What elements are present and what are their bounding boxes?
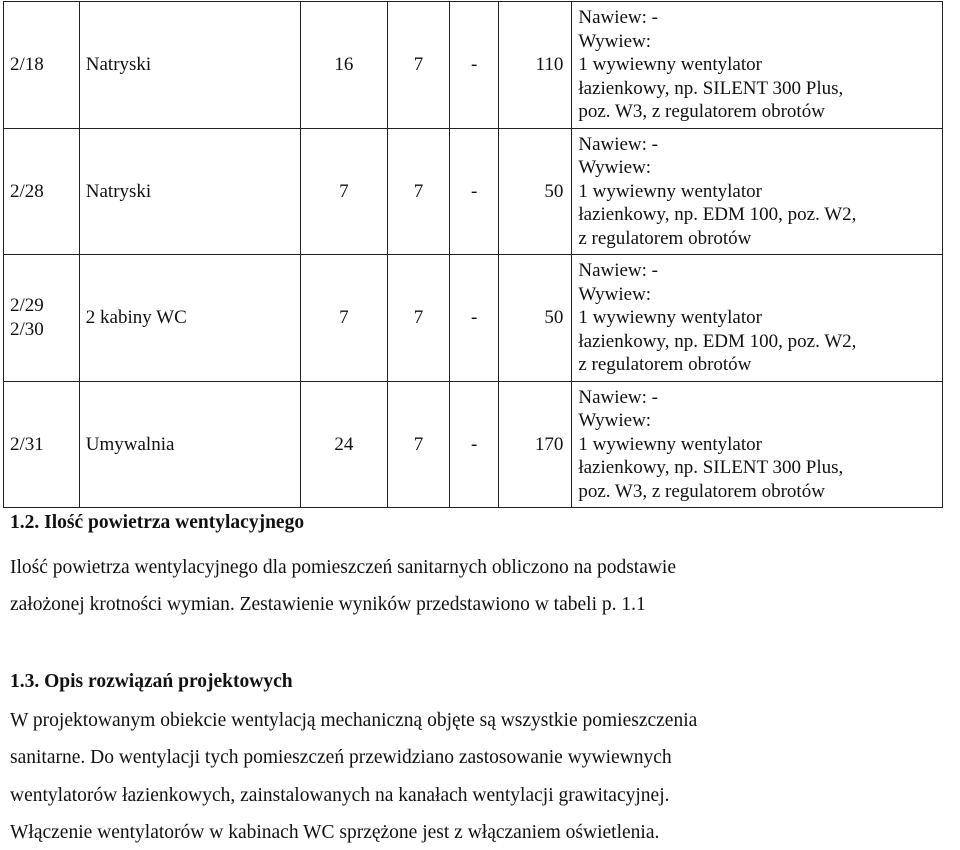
supply-value: - <box>450 128 499 255</box>
description-line: Nawiew: - <box>578 133 659 155</box>
description-line: z regulatorem obrotów <box>578 227 752 249</box>
ventilation-table <box>3 1 943 508</box>
description-line: poz. W3, z regulatorem obrotów <box>578 101 825 122</box>
supply-value: - <box>450 381 499 508</box>
room-name: Natryski <box>79 128 300 255</box>
description-line: poz. W3, z regulatorem obrotów <box>578 480 825 502</box>
table-row <box>4 2 943 129</box>
room-value-a: 16 <box>301 2 387 129</box>
paragraph-line: sanitarne. Do wentylacji tych pomieszczeń przewidziano zastosowanie wywiewnych <box>10 747 672 768</box>
section-heading-design-solutions: 1.3. Opis rozwiązań projektowych <box>10 671 293 692</box>
description-line: łazienkowy, np. EDM 100, poz. W2, <box>578 204 857 225</box>
description-line: 1 wywiewny wentylator <box>578 433 762 455</box>
description-line: 1 wywiewny wentylator <box>578 180 762 202</box>
room-value-b: 7 <box>387 255 450 382</box>
paragraph-line: założonej krotności wymian. Zestawienie wyników przedstawiono w tabeli p. 1.1 <box>10 594 646 615</box>
description-line: łazienkowy, np. EDM 100, poz. W2, <box>578 330 857 352</box>
description-line: łazienkowy, np. SILENT 300 Plus, <box>578 77 844 99</box>
room-number <box>4 255 80 382</box>
paragraph-line: W projektowanym obiekcie wentylacją mechaniczną objęte są wszystkie pomieszczenia <box>10 710 698 731</box>
section-heading-air-quantity: 1.2. Ilość powietrza wentylacyjnego <box>10 512 305 533</box>
room-name: Umywalnia <box>79 381 300 508</box>
room-value-b: 7 <box>387 128 450 255</box>
table-row <box>4 381 943 508</box>
paragraph-line: Ilość powietrza wentylacyjnego dla pomieszczeń sanitarnych obliczono na podstawie <box>10 557 677 578</box>
equipment-description <box>572 381 943 508</box>
room-name: Natryski <box>79 2 300 129</box>
room-name: 2 kabiny WC <box>79 255 300 382</box>
equipment-description <box>572 2 943 129</box>
room-value-a: 7 <box>301 255 387 382</box>
table-row <box>4 128 943 255</box>
paragraph-line: Włączenie wentylatorów w kabinach WC sprzężone jest z włączaniem oświetlenia. <box>10 822 660 843</box>
supply-value: - <box>450 255 499 382</box>
room-number: 2/18 <box>4 2 80 129</box>
description-line: Nawiew: - <box>578 386 659 408</box>
description-line: Wywiew: <box>578 283 652 305</box>
exhaust-flow: 50 <box>498 255 571 382</box>
description-line: Wywiew: <box>578 30 652 52</box>
equipment-description <box>572 128 943 255</box>
description-line: Wywiew: <box>578 157 652 178</box>
description-line: Wywiew: <box>578 410 652 431</box>
table-row <box>4 255 943 382</box>
description-line: 1 wywiewny wentylator <box>578 54 762 75</box>
description-line: Nawiew: - <box>578 260 659 281</box>
room-value-b: 7 <box>387 2 450 129</box>
description-line: łazienkowy, np. SILENT 300 Plus, <box>578 457 844 478</box>
exhaust-flow: 170 <box>498 381 571 508</box>
description-line: 1 wywiewny wentylator <box>578 307 762 328</box>
room-number-line: 2/30 <box>10 318 44 340</box>
exhaust-flow: 110 <box>498 2 571 129</box>
exhaust-flow: 50 <box>498 128 571 255</box>
room-number: 2/31 <box>4 381 80 508</box>
room-value-b: 7 <box>387 381 450 508</box>
supply-value: - <box>450 2 499 129</box>
description-line: z regulatorem obrotów <box>578 354 752 375</box>
equipment-description <box>572 255 943 382</box>
room-value-a: 7 <box>301 128 387 255</box>
room-number-line: 2/29 <box>10 295 44 317</box>
paragraph-line: wentylatorów łazienkowych, zainstalowanych na kanałach wentylacji grawitacyjnej. <box>10 785 670 806</box>
room-number: 2/28 <box>4 128 80 255</box>
description-line: Nawiew: - <box>578 7 659 28</box>
room-value-a: 24 <box>301 381 387 508</box>
